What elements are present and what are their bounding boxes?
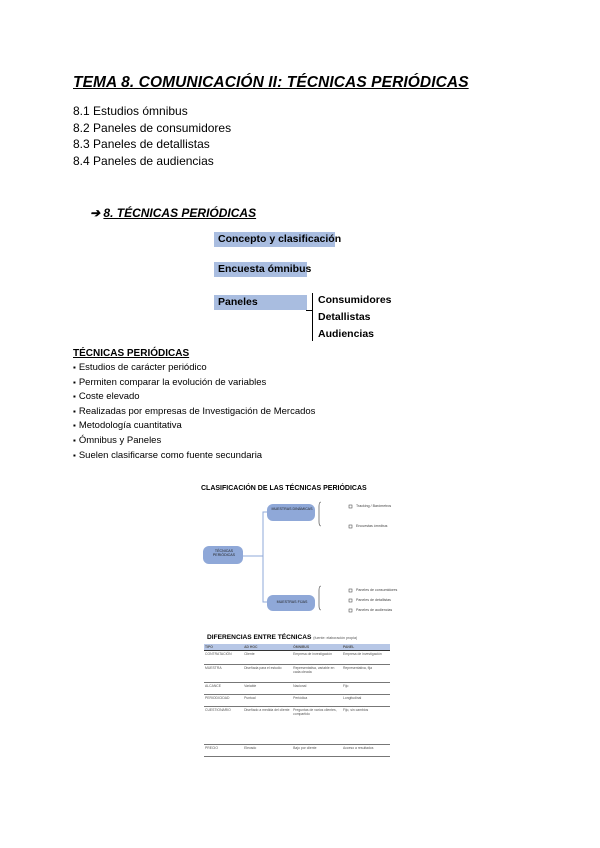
figure-item: Paneles de consumidores <box>356 588 398 592</box>
figure-item: Tracking / Barómetros <box>356 504 392 508</box>
checkbox-icon <box>349 609 352 612</box>
table-row <box>204 683 390 695</box>
list-item: ▪ Ómnibus y Paneles <box>73 434 315 449</box>
table-cell: ALCANCE <box>204 683 243 695</box>
table-cell: Representativa, variable en cada oleada <box>292 665 342 683</box>
table-row <box>204 745 390 757</box>
diff-title-text: DIFERENCIAS ENTRE TÉCNICAS <box>207 634 312 641</box>
table-cell: PRECIO <box>204 745 243 757</box>
table-cell: Fijo, sin cambios <box>342 707 390 745</box>
column-header: TIPO <box>204 644 243 651</box>
table-cell: Diseñada para el estudio <box>243 665 292 683</box>
list-item: ▪ Metodología cuantitativa <box>73 419 315 434</box>
panel-type: Audiencias <box>318 328 375 340</box>
checkbox-icon <box>349 525 352 528</box>
root-node-label: TÉCNICAS PERIÓDICAS <box>212 549 236 557</box>
table-cell: Representativa, fija <box>342 665 390 683</box>
figure-item: Encuestas ómnibus <box>356 524 388 528</box>
table-cell: Elevado <box>243 745 292 757</box>
table-row <box>204 651 390 665</box>
table-cell: Longitudinal <box>342 695 390 707</box>
fixed-node-label: MUESTRAS FIJAS <box>276 600 308 604</box>
panel-bracket <box>312 293 313 341</box>
list-item: ▪ Estudios de carácter periódico <box>73 361 315 376</box>
concept-box: Concepto y clasificación <box>214 232 335 247</box>
table-cell: Puntual <box>243 695 292 707</box>
toc-item: 8.3 Paneles de detallistas <box>73 137 210 151</box>
section-label: 8. TÉCNICAS PERIÓDICAS <box>103 206 257 220</box>
panel-type: Detallistas <box>318 311 371 323</box>
toc-item: 8.2 Paneles de consumidores <box>73 120 232 135</box>
list-item: ▪ Suelen clasificarse como fuente secundaria <box>73 449 315 464</box>
dynamic-node-label: MUESTRAS DINÁMICAS <box>271 507 313 511</box>
diff-table-title <box>207 634 357 641</box>
table-cell: Empresa de investigación <box>342 651 390 665</box>
column-header: ÓMNIBUS <box>292 644 342 651</box>
table-cell: Nacional <box>292 683 342 695</box>
table-cell: Periódica <box>292 695 342 707</box>
tecnicas-list <box>73 361 315 463</box>
table-cell: Variable <box>243 683 292 695</box>
list-item: ▪ Permiten comparar la evolución de variables <box>73 376 315 391</box>
table-cell: Acceso a resultados <box>342 745 390 757</box>
table-cell: PERIODICIDAD <box>204 695 243 707</box>
tree-lines <box>243 512 267 602</box>
page-title: TEMA 8. COMUNICACIÓN II: TÉCNICAS PERIÓDICAS <box>73 74 469 91</box>
table-cell: CUESTIONARIO <box>204 707 243 745</box>
table-cell: CONTRATACIÓN <box>204 651 243 665</box>
panels-box: Paneles <box>214 295 307 310</box>
bottom-bracket <box>319 586 321 610</box>
panel-types <box>318 292 392 343</box>
table-row <box>204 695 390 707</box>
diff-title-note: (fuente: elaboración propia) <box>313 636 358 640</box>
figure-title: CLASIFICACIÓN DE LAS TÉCNICAS PERIÓDICAS <box>201 485 367 492</box>
panel-type: Consumidores <box>318 294 392 306</box>
diff-table <box>204 644 390 757</box>
table-cell: Empresa de investigación <box>292 651 342 665</box>
figure-item: Paneles de detallistas <box>356 598 391 602</box>
column-header: PANEL <box>342 644 390 651</box>
table-cell: Fijo <box>342 683 390 695</box>
checkbox-icon <box>349 599 352 602</box>
diff-table-wrap <box>204 644 390 757</box>
tecnicas-heading: TÉCNICAS PERIÓDICAS <box>73 348 190 359</box>
table-row <box>204 665 390 683</box>
table-of-contents <box>73 103 231 169</box>
toc-item: 8.4 Paneles de audiencias <box>73 153 214 168</box>
section-heading <box>90 206 256 220</box>
checkbox-icon <box>349 505 352 508</box>
list-item: ▪ Coste elevado <box>73 390 315 405</box>
table-cell: Bajo por cliente <box>292 745 342 757</box>
bracket-tick <box>306 310 313 311</box>
table-cell: Diseñado a medida del cliente <box>243 707 292 745</box>
column-header: AD HOC <box>243 644 292 651</box>
top-bracket <box>319 502 321 526</box>
toc-item: 8.1 Estudios ómnibus <box>73 104 188 118</box>
figure-item: Paneles de audiencias <box>356 608 393 612</box>
list-item: ▪ Realizadas por empresas de Investigación de Mercados <box>73 405 315 420</box>
table-row <box>204 707 390 745</box>
omnibus-box: Encuesta ómnibus <box>214 262 307 277</box>
checkbox-icon <box>349 589 352 592</box>
table-cell: Cliente <box>243 651 292 665</box>
arrow-icon: ➔ <box>90 206 101 220</box>
table-cell: MUESTRA <box>204 665 243 683</box>
table-cell: Preguntas de varios clientes, compartido <box>292 707 342 745</box>
